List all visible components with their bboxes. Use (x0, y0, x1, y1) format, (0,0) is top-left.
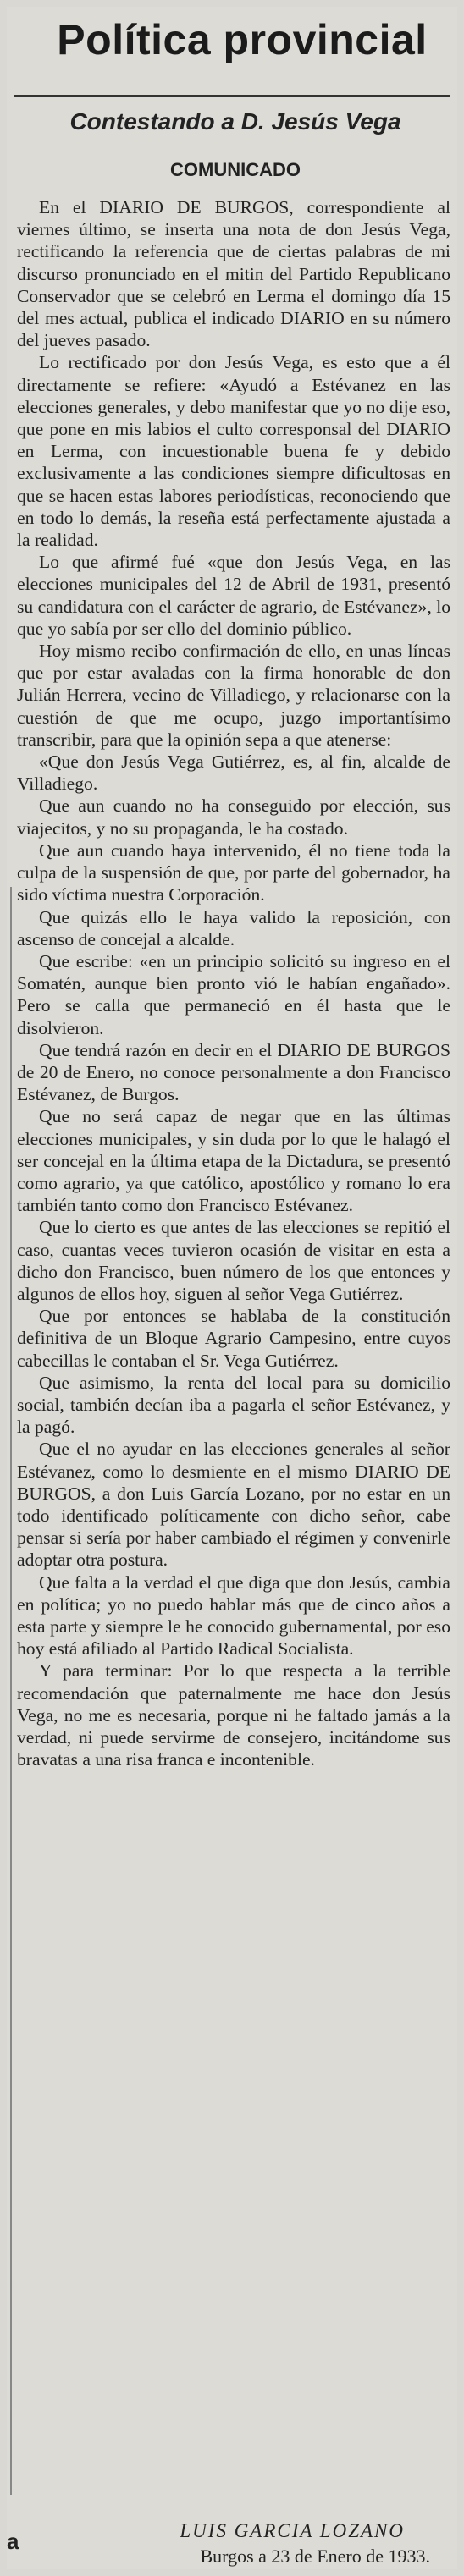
title-rule (14, 95, 450, 97)
article-paragraph: Que quizás ello le haya valido la reposición, con ascenso de concejal a alcalde. (17, 906, 450, 949)
article-subtitle: Contestando a D. Jesús Vega (69, 108, 401, 135)
article-paragraph: Que falta a la verdad el que diga que don Jesús, cambia en política; yo no puedo hablar más que de cinco años a esta parte y siempre le he conocido gubernamental, por eso hoy está afiliado al Partido Radical Socialista. (17, 1571, 450, 1660)
article-paragraph: Que el no ayudar en las elecciones generales al señor Estévanez, como lo desmiente en el mismo DIARIO DE BURGOS, a don Luis García Lozano, por no estar en un todo identificado políticamente con dicho señor, cabe pensar si sería por haber cambiado el régimen y convenirle adoptar otra postura. (17, 1439, 450, 1571)
column-rule (10, 887, 12, 2495)
article-paragraph: En el DIARIO DE BURGOS, correspondiente al viernes último, se inserta una nota de don Jesús Vega, rectificando la referencia que de ciertas palabras de mi discurso pronunciado en el mitin del Partido Republicano Conservador que se celebró en Lerma el domingo día 15 del mes actual, publica el indicado DIARIO en su número del jueves pasado. (17, 197, 450, 351)
article-body (17, 196, 450, 1770)
author-signature: LUIS GARCIA LOZANO (180, 2520, 405, 2541)
dateline: Burgos a 23 de Enero de 1933. (200, 2546, 430, 2567)
article-paragraph: Que lo cierto es que antes de las elecciones se repitió el caso, cuantas veces tuvieron ocasión de visitar en esta a dicho don Francisco, buen número de los que entonces y algunos de ellos hoy, siguen al señor Vega Gutiérrez. (17, 1217, 450, 1304)
article-paragraph: Que por entonces se hablaba de la constitución definitiva de un Bloque Agrario Campesino, entre cuyos cabecillas le contaban el Sr. Vega Gutiérrez. (17, 1306, 450, 1371)
article-paragraph: Hoy mismo recibo confirmación de ello, en unas líneas que por estar avaladas con la firma honorable de don Julián Herrera, vecino de Villadiego, y relacionarse con la cuestión de que me ocupo, juzgo importantísimo transcribir, para que la opinión sepa a que atenerse: (17, 641, 450, 750)
article-paragraph: Que no será capaz de negar que en las últimas elecciones municipales, y sin duda por lo que le halagó el ser concejal en la última etapa de la Dictadura, se presentó como agrario, ya que católico, apostólico y romano lo era también tanto como don Francisco Estévanez. (17, 1106, 450, 1216)
adjacent-column-fragment: a (7, 2529, 19, 2554)
article-paragraph: Que aun cuando no ha conseguido por elección, sus viajecitos, y no su propaganda, le ha costado. (17, 795, 450, 839)
article-paragraph: Que escribe: «en un principio solicitó su ingreso en el Somatén, aunque bien pronto vió le habían engañado». Pero se calla que permaneció en él hasta que le disolvieron. (17, 950, 450, 1038)
article-paragraph: «Que don Jesús Vega Gutiérrez, es, al fin, alcalde de Villadiego. (17, 751, 450, 795)
article-paragraph: Que aun cuando haya intervenido, él no tiene toda la culpa de la suspensión de que, por parte del gobernador, ha sido víctima nuestra Corporación. (17, 839, 450, 905)
newspaper-clipping (7, 7, 457, 2569)
article-paragraph: Lo rectificado por don Jesús Vega, es esto que a él directamente se refiere: «Ayudó a Estévanez en las elecciones generales, y debo manifestar que yo no dije eso, que pone en mis labios el culto corresponsal del DIARIO en Lerma, con incuestionable buena fe y debido exclusivamente a las condiciones siempre dificultosas en que se hacen estas labores periodísticas, reconociendo que en todo lo demás, la reseña está perfectamente ajustada a la realidad. (17, 352, 450, 551)
article-paragraph: Que asimismo, la renta del local para su domicilio social, también decían iba a pagarla el señor Estévanez, y la pagó. (17, 1372, 450, 1438)
article-kicker: COMUNICADO (170, 159, 301, 180)
article-paragraph: Que tendrá razón en decir en el DIARIO DE BURGOS de 20 de Enero, no conoce personalmente a don Francisco Estévanez, de Burgos. (17, 1039, 450, 1105)
article-paragraph: Lo que afirmé fué «que don Jesús Vega, en las elecciones municipales del 12 de Abril de 1931, presentó su candidatura con el carácter de agrario, de Estévanez», lo que yo sabía por ser ello del dominio público. (17, 552, 450, 639)
article-paragraph: Y para terminar: Por lo que respecta a la terrible recomendación que paternalmente me hace don Jesús Vega, no me es necesaria, porque ni he faltado jamás a la verdad, ni puede servirme de consejero, incitándome sus bravatas a una risa franca e incontenible. (17, 1660, 450, 1770)
section-title: Política provincial (57, 16, 428, 63)
